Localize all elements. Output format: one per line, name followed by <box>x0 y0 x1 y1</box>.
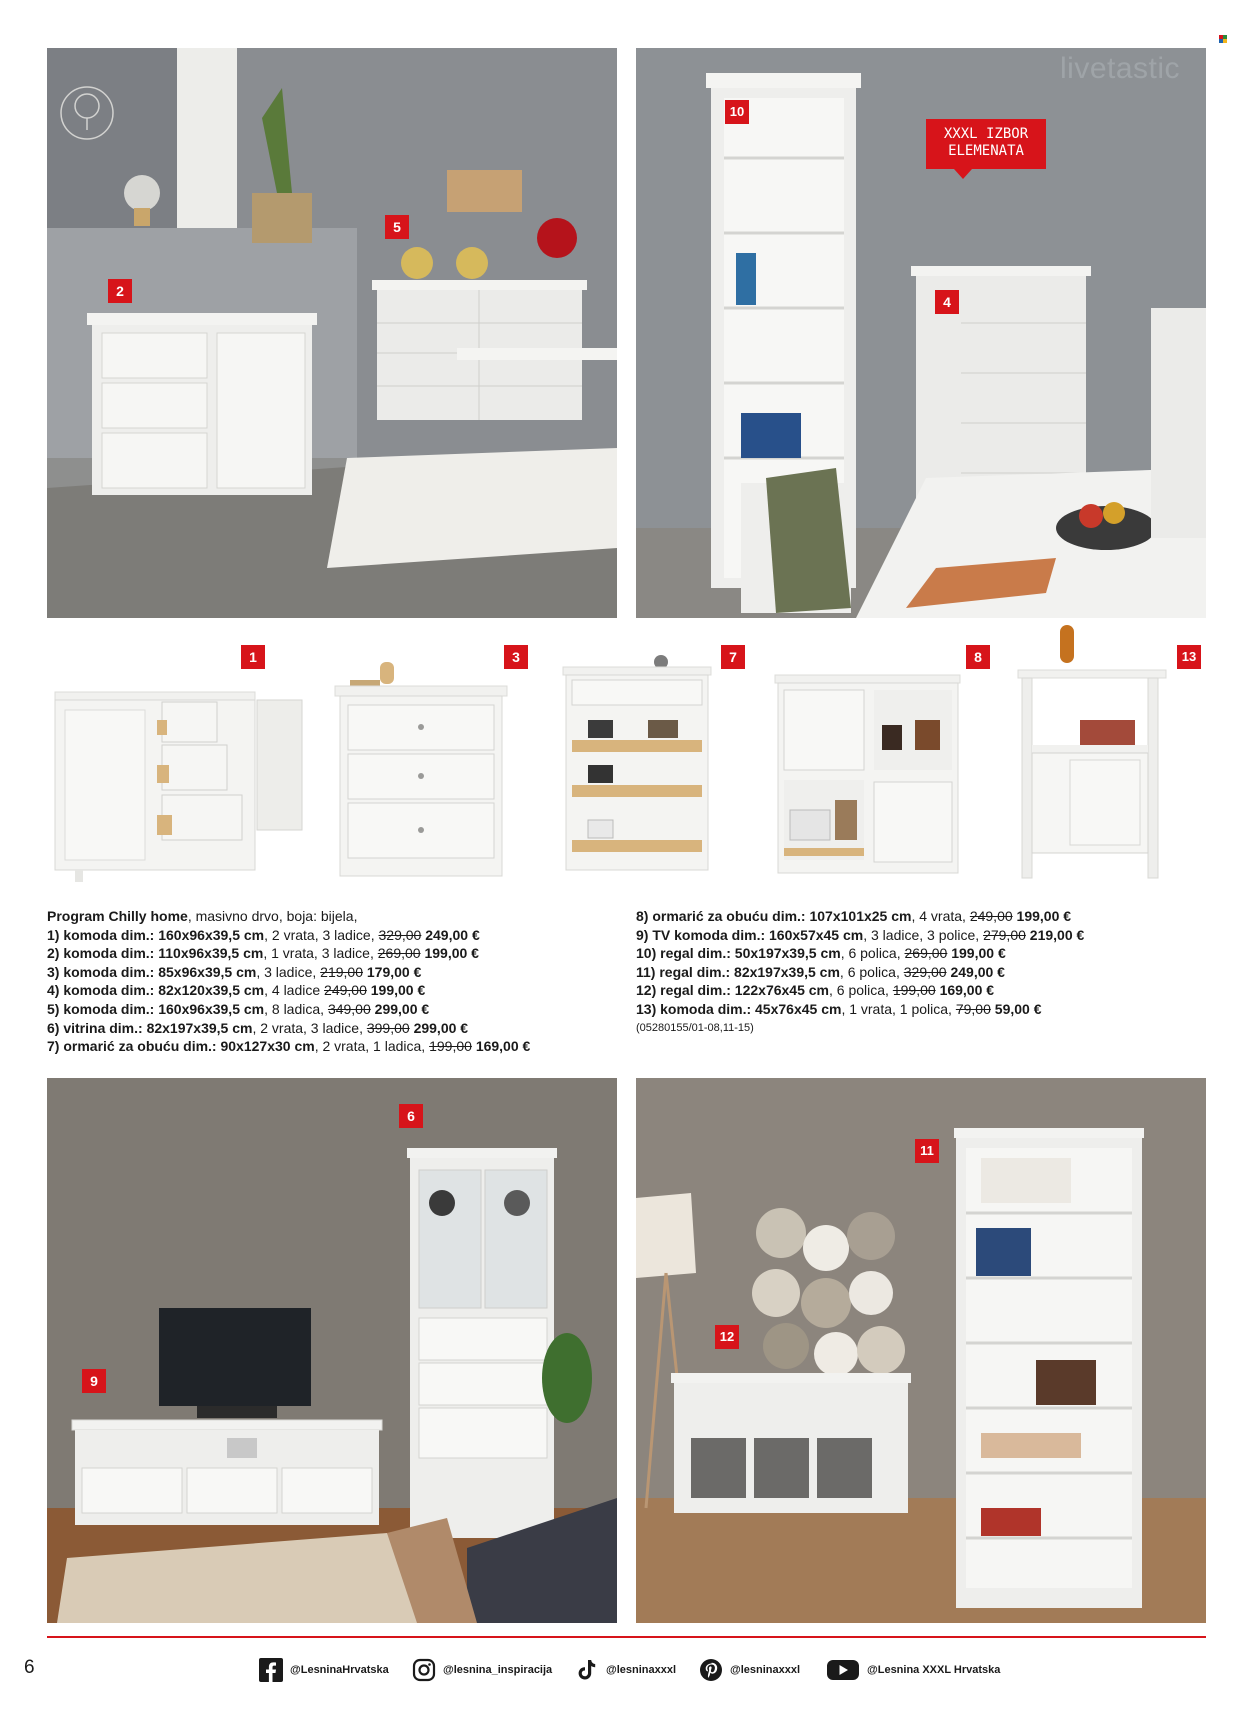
item-desc: , 4 vrata, <box>911 908 970 924</box>
intro-line <box>47 907 530 926</box>
old-price: 269,00 <box>904 945 948 962</box>
callout-line-1: XXXL IZBOR <box>943 126 1029 142</box>
item-desc: , 1 vrata, 1 polica, <box>841 1000 956 1017</box>
footer-divider <box>47 1636 1206 1638</box>
item-desc: , 6 polica, <box>840 945 905 962</box>
callout-line-2: ELEMENATA <box>948 143 1024 159</box>
product-list-left <box>47 907 530 1056</box>
badge-1: 1 <box>241 645 265 669</box>
item-desc: , 1 vrata, 3 ladice, <box>263 945 378 962</box>
new-price: 169,00 € <box>475 1038 531 1055</box>
list-item <box>636 963 1084 982</box>
list-item <box>47 944 530 963</box>
livetastic-logo: livetastic <box>1060 52 1181 85</box>
old-price: 279,00 <box>983 926 1026 943</box>
item-desc: , 3 ladice, 3 police, <box>863 926 984 943</box>
old-price: 199,00 <box>429 1038 472 1055</box>
brand-marker-icon <box>1219 35 1227 43</box>
program-desc: , masivno drvo, boja: bijela, <box>187 908 358 924</box>
tiktok-icon <box>575 1658 599 1682</box>
new-price: 299,00 € <box>413 1019 469 1036</box>
program-name: Program Chilly home <box>47 908 188 924</box>
facebook-handle: @LesninaHrvatska <box>290 1664 389 1676</box>
item-name: 11) regal dim.: 82x197x39,5 cm <box>636 963 840 980</box>
list-item <box>47 981 530 1000</box>
product-3-dresser <box>330 650 515 885</box>
item-desc: , 3 ladice, <box>256 963 321 980</box>
old-price: 329,00 <box>903 963 947 980</box>
item-desc: , 2 vrata, 3 ladice, <box>264 926 379 943</box>
old-price: 199,00 <box>892 982 936 999</box>
new-price: 169,00 € <box>939 982 995 999</box>
product-7-shoe-cabinet <box>558 650 718 885</box>
product-13-nightstand <box>1010 625 1175 885</box>
list-item <box>47 926 530 945</box>
pinterest-handle: @lesninaxxxl <box>730 1664 801 1676</box>
article-code: (05280155/01-08,11-15) <box>636 1021 754 1034</box>
new-price: 219,00 € <box>1029 926 1085 943</box>
old-price: 219,00 <box>320 963 363 980</box>
social-youtube[interactable] <box>826 1656 1000 1684</box>
list-item <box>636 981 1084 1000</box>
item-name: 1) komoda dim.: 160x96x39,5 cm <box>47 926 265 943</box>
new-price: 199,00 € <box>424 945 479 962</box>
new-price: 299,00 € <box>374 1000 430 1017</box>
new-price: 249,00 € <box>950 963 1005 980</box>
youtube-handle: @Lesnina XXXL Hrvatska <box>867 1664 1001 1676</box>
new-price: 249,00 € <box>425 926 480 943</box>
list-item <box>636 907 1084 926</box>
badge-3: 3 <box>504 645 528 669</box>
item-desc: , 8 ladica, <box>264 1000 328 1017</box>
item-desc: , 4 ladice <box>264 982 325 999</box>
old-price: 249,00 <box>969 908 1013 924</box>
old-price: 329,00 <box>378 926 422 943</box>
item-name: 2) komoda dim.: 110x96x39,5 cm <box>47 945 264 962</box>
tiktok-handle: @lesninaxxxl <box>606 1664 677 1676</box>
item-name: 10) regal dim.: 50x197x39,5 cm <box>636 945 841 962</box>
item-desc: , 6 polica, <box>839 963 904 980</box>
item-name: 12) regal dim.: 122x76x45 cm <box>636 982 830 999</box>
item-desc: , 6 polica, <box>829 982 893 999</box>
badge-10: 10 <box>725 100 749 124</box>
photo-living-room-dressers <box>47 48 617 618</box>
item-name: 13) komoda dim.: 45x76x45 cm <box>636 1000 842 1017</box>
item-name: 8) ormarić za obuću dim.: 107x101x25 cm <box>636 908 912 924</box>
social-pinterest[interactable] <box>699 1656 800 1684</box>
item-desc: , 2 vrata, 3 ladice, <box>252 1019 367 1036</box>
social-facebook[interactable] <box>259 1656 389 1684</box>
product-8-shoe-cabinet <box>770 670 965 885</box>
product-1-sideboard <box>47 680 312 885</box>
photo-tv-room <box>47 1078 617 1623</box>
social-instagram[interactable] <box>412 1656 552 1684</box>
badge-12: 12 <box>715 1325 739 1349</box>
item-desc: , 2 vrata, 1 ladica, <box>314 1038 430 1055</box>
badge-2: 2 <box>108 279 132 303</box>
list-item <box>636 1000 1084 1019</box>
badge-6: 6 <box>399 1104 423 1128</box>
new-price: 199,00 € <box>1016 908 1072 924</box>
list-item <box>47 963 530 982</box>
badge-9: 9 <box>82 1369 106 1393</box>
badge-13: 13 <box>1177 645 1201 669</box>
photo-dining-shelf-dresser <box>636 48 1206 618</box>
old-price: 269,00 <box>377 945 421 962</box>
item-name: 9) TV komoda dim.: 160x57x45 cm <box>636 926 864 943</box>
callout-pointer <box>954 169 972 179</box>
instagram-icon <box>412 1658 436 1682</box>
list-item <box>47 1019 530 1038</box>
old-price: 249,00 <box>324 982 367 999</box>
new-price: 199,00 € <box>951 945 1006 962</box>
item-name: 7) ormarić za obuću dim.: 90x127x30 cm <box>47 1038 315 1055</box>
list-item <box>636 944 1084 963</box>
badge-7: 7 <box>721 645 745 669</box>
facebook-icon <box>259 1658 283 1682</box>
item-name: 4) komoda dim.: 82x120x39,5 cm <box>47 982 265 999</box>
badge-11: 11 <box>915 1139 939 1163</box>
badge-8: 8 <box>966 645 990 669</box>
product-list-right <box>636 907 1084 1037</box>
badge-5: 5 <box>385 215 409 239</box>
new-price: 179,00 € <box>366 963 422 980</box>
list-item <box>47 1000 530 1019</box>
item-name: 5) komoda dim.: 160x96x39,5 cm <box>47 1000 265 1017</box>
instagram-handle: @lesnina_inspiracija <box>443 1664 553 1676</box>
pinterest-icon <box>699 1658 723 1682</box>
social-tiktok[interactable] <box>575 1656 676 1684</box>
old-price: 79,00 <box>955 1000 991 1017</box>
youtube-icon <box>826 1658 860 1682</box>
old-price: 399,00 <box>366 1019 410 1036</box>
item-name: 3) komoda dim.: 85x96x39,5 cm <box>47 963 257 980</box>
new-price: 199,00 € <box>370 982 426 999</box>
list-item <box>636 926 1084 945</box>
old-price: 349,00 <box>327 1000 371 1017</box>
badge-4: 4 <box>935 290 959 314</box>
callout-xxxl-izbor <box>926 119 1046 169</box>
item-name: 6) vitrina dim.: 82x197x39,5 cm <box>47 1019 253 1036</box>
page-number: 6 <box>24 1657 35 1678</box>
list-item <box>47 1037 530 1056</box>
new-price: 59,00 € <box>994 1000 1042 1017</box>
